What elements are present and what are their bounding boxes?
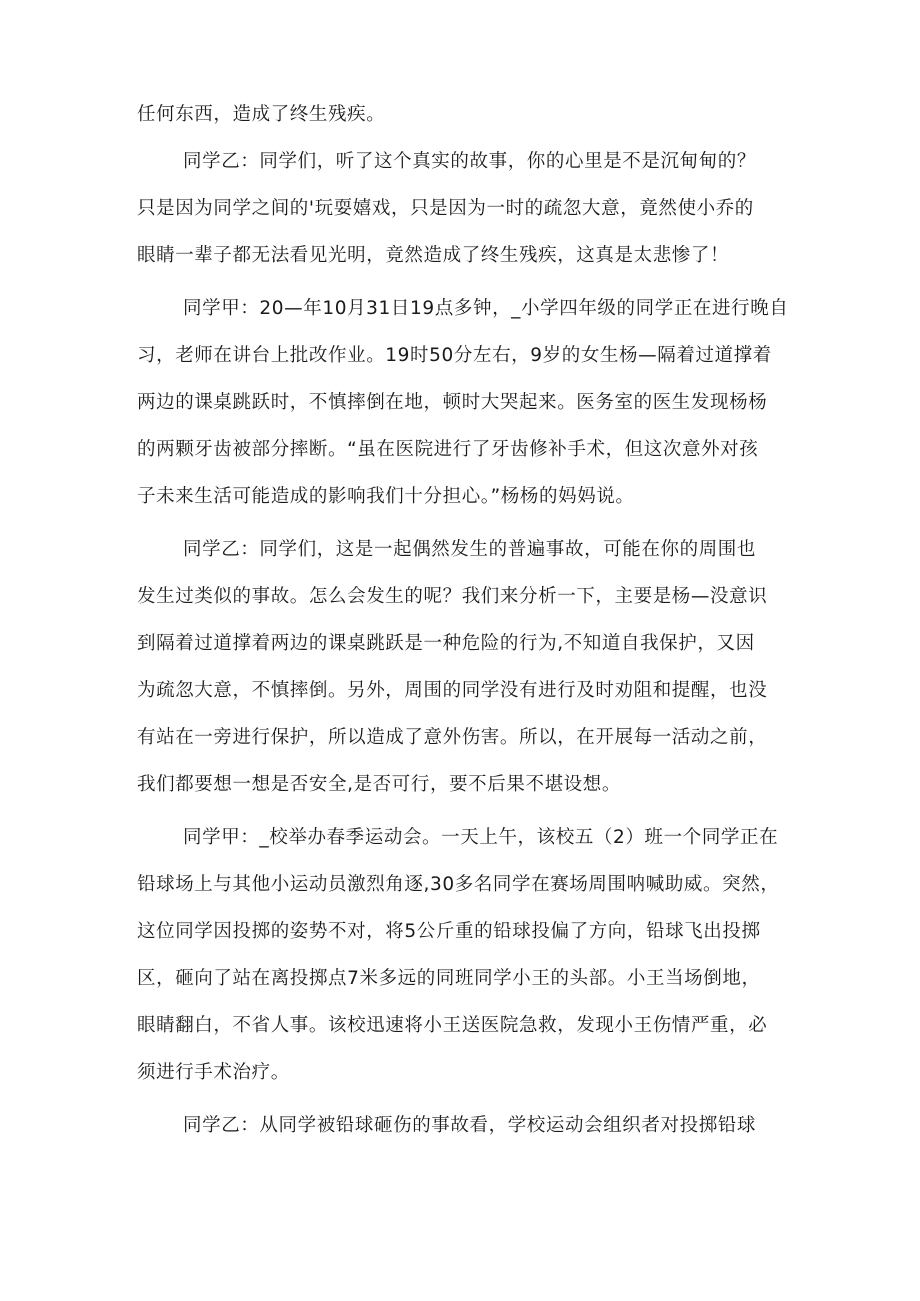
text-line: 区，砸向了站在离投掷点7米多远的同班同学小王的头部。小王当场倒地， [137,968,761,989]
text-line: 的两颗牙齿被部分摔断。“虽在医院进行了牙齿修补手术，但这次意外对孩 [137,439,759,460]
text-line: 眼睛翻白，不省人事。该校迅速将小王送医院急救，发现小王伤情严重，必 [137,1015,768,1036]
text-line: 为疏忽大意，不慎摔倒。另外，周围的同学没有进行及时劝阻和提醒，也没 [137,680,768,701]
text-line: 任何东西，造成了终生残疾。 [137,104,386,125]
text-line: 习，老师在讲台上批改作业。19时50分左右，9岁的女生杨—隔着过道撑着 [137,345,772,366]
text-line: 我们都要想一想是否安全,是否可行，要不后果不堪设想。 [137,774,621,795]
text-line: 发生过类似的事故。怎么会发生的呢？我们来分析一下，主要是杨—没意识 [137,586,768,607]
text-line: 同学乙：从同学被铅球砸伤的事故看，学校运动会组织者对投掷铅球 [183,1115,757,1136]
text-line: 到隔着过道撑着两边的课桌跳跃是一种危险的行为,不知道自我保护，又因 [137,633,755,654]
text-line: 这位同学因投掷的姿势不对，将5公斤重的铅球投偏了方向，铅球飞出投掷 [137,921,761,942]
text-line: 眼睛一辈子都无法看见光明，竟然造成了终生残疾，这真是太悲惨了！ [137,245,730,266]
text-line: 同学乙：同学们，这是一起偶然发生的普遍事故，可能在你的周围也 [183,539,757,560]
text-line: 有站在一旁进行保护，所以造成了意外伤害。所以，在开展每一活动之前， [137,727,768,748]
text-line: 子未来生活可能造成的影响我们十分担心。”杨杨的妈妈说。 [137,486,635,507]
text-line: 两边的课桌跳跃时，不慎摔倒在地，顿时大哭起来。医务室的医生发现杨杨 [137,392,768,413]
text-line: 同学甲：_校举办春季运动会。一天上午，该校五（2）班一个同学正在 [183,827,779,848]
text-line: 同学乙：同学们，听了这个真实的故事，你的心里是不是沉甸甸的？ [183,151,757,172]
text-line: 只是因为同学之间的'玩耍嬉戏，只是因为一时的疏忽大意，竟然使小乔的 [137,198,754,219]
text-line: 同学甲：20—年10月31日19点多钟，_小学四年级的同学正在进行晚自 [183,298,789,319]
text-line: 须进行手术治疗。 [137,1062,290,1083]
text-line: 铅球场上与其他小运动员激烈角逐,30多名同学在赛场周围呐喊助威。突然， [137,874,780,895]
